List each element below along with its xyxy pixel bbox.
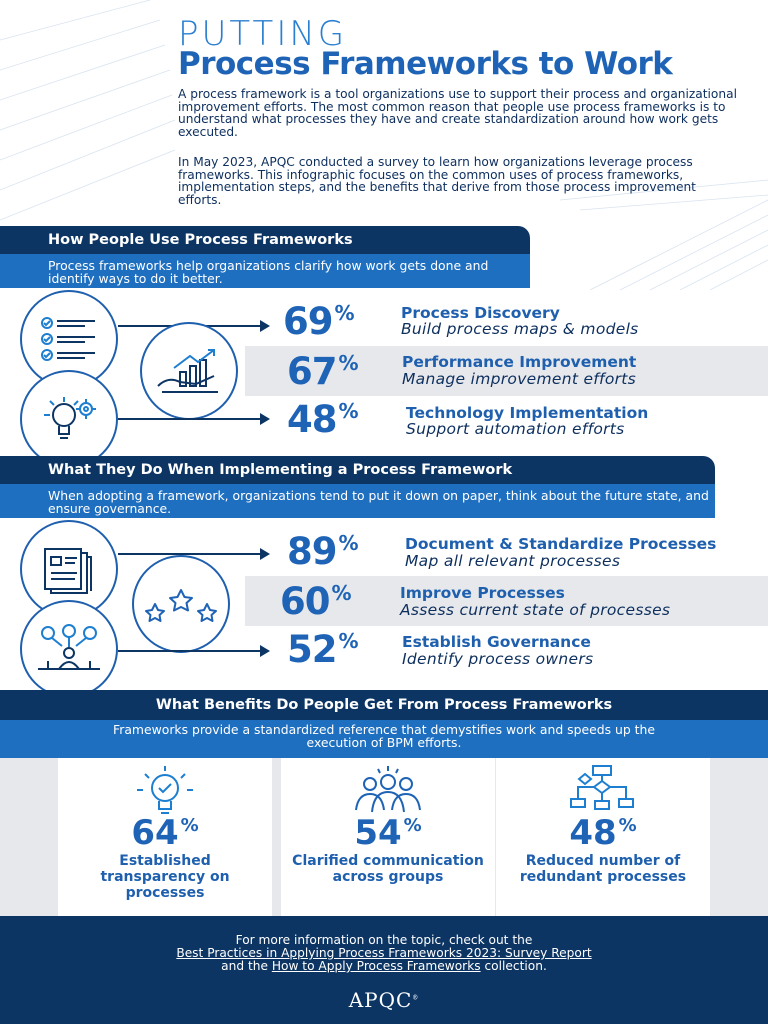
survey-report-link[interactable]: Best Practices in Applying Process Frameworks 2023: Survey Report (176, 946, 592, 960)
section-subheading-implementation: When adopting a framework, organizations tend to put it down on paper, think about the future state, and ensure governance. (0, 484, 715, 518)
stat-title: Document & Standardize Processes (405, 535, 717, 553)
lightbulb-gear-icon (34, 393, 104, 445)
growth-chart-icon (154, 346, 224, 396)
stat-title: Establish Governance (402, 633, 591, 651)
page-title: Process Frameworks to Work (178, 46, 673, 82)
people-network-icon (34, 623, 104, 675)
stat-icon-circle (140, 322, 238, 420)
stat-icon-circle (20, 370, 118, 468)
stat-percent: 48 % (287, 398, 358, 441)
flowchart-icon (563, 764, 643, 816)
section-subheading-usage: Process frameworks help organizations clarify how work gets done and identify ways to do it better. (0, 254, 530, 288)
documents-icon (39, 543, 99, 595)
stat-icon-circle (20, 600, 118, 698)
stat-title: Technology Implementation (406, 404, 649, 422)
footer-pre-link: and the (221, 959, 268, 973)
stat-title: Improve Processes (400, 584, 565, 602)
how-to-apply-link[interactable]: How to Apply Process Frameworks (271, 959, 481, 973)
stat-subtitle: Assess current state of processes (400, 601, 671, 619)
section-heading-benefits: What Benefits Do People Get From Process Frameworks (0, 690, 768, 720)
stat-percent: 69 % (283, 300, 354, 343)
benefit-percent: 64 % (131, 813, 199, 853)
footer-post-link: collection. (484, 959, 547, 973)
stars-icon (141, 584, 221, 624)
stat-title: Process Discovery (401, 304, 560, 322)
intro-paragraph-2: In May 2023, APQC conducted a survey to learn how organizations leverage process frameworks. This infographic focuses on the common uses of process frameworks, implementation steps, and the benefits that derive from those process improvement efforts. (178, 155, 696, 207)
section-subheading-benefits (0, 720, 768, 758)
section-heading-usage: How People Use Process Frameworks (0, 226, 530, 254)
benefit-card (58, 758, 272, 916)
stat-percent: 67 % (287, 350, 358, 393)
benefit-text: Clarified communication across groups (292, 853, 484, 885)
benefit-text: Reduced number of redundant processes (519, 853, 687, 885)
benefit-card (281, 758, 495, 916)
arrow (118, 418, 268, 420)
benefit-card (496, 758, 710, 916)
apqc-logo: APQC® (348, 988, 420, 1012)
benefit-text: Established transparency on processes (100, 853, 230, 901)
title-kicker: PUTTING (178, 14, 348, 54)
stat-percent: 89 % (287, 530, 358, 573)
checklist-icon (39, 315, 99, 363)
stat-title: Performance Improvement (402, 353, 637, 371)
section-heading-implementation: What They Do When Implementing a Process Framework (0, 456, 715, 484)
footer-line-1: For more information on the topic, check out the (235, 933, 533, 947)
arrow (118, 650, 268, 652)
stat-subtitle: Identify process owners (402, 650, 594, 668)
intro-paragraph-1: A process framework is a tool organizations use to support their process and organizational improvement efforts. The most common reason that people use process frameworks is to understand what processes they have and create standardization around how work gets executed. (178, 87, 737, 139)
stat-subtitle: Support automation efforts (406, 420, 625, 438)
footer-text (0, 934, 768, 973)
stat-subtitle: Manage improvement efforts (402, 370, 637, 388)
stat-subtitle: Map all relevant processes (405, 552, 621, 570)
benefit-percent: 48 % (569, 813, 637, 853)
stat-percent: 52 % (287, 628, 358, 671)
group-icon (348, 764, 428, 816)
footer (0, 916, 768, 1024)
arrow (118, 553, 268, 555)
stat-icon-circle (132, 555, 230, 653)
stat-subtitle: Build process maps & models (401, 320, 639, 338)
lightbulb-check-icon (125, 764, 205, 816)
benefits-subheading-text: Frameworks provide a standardized reference that demystifies work and speeds up the execution of BPM efforts. (113, 722, 655, 750)
benefit-percent: 54 % (354, 813, 422, 853)
stat-percent: 60 % (280, 580, 351, 623)
